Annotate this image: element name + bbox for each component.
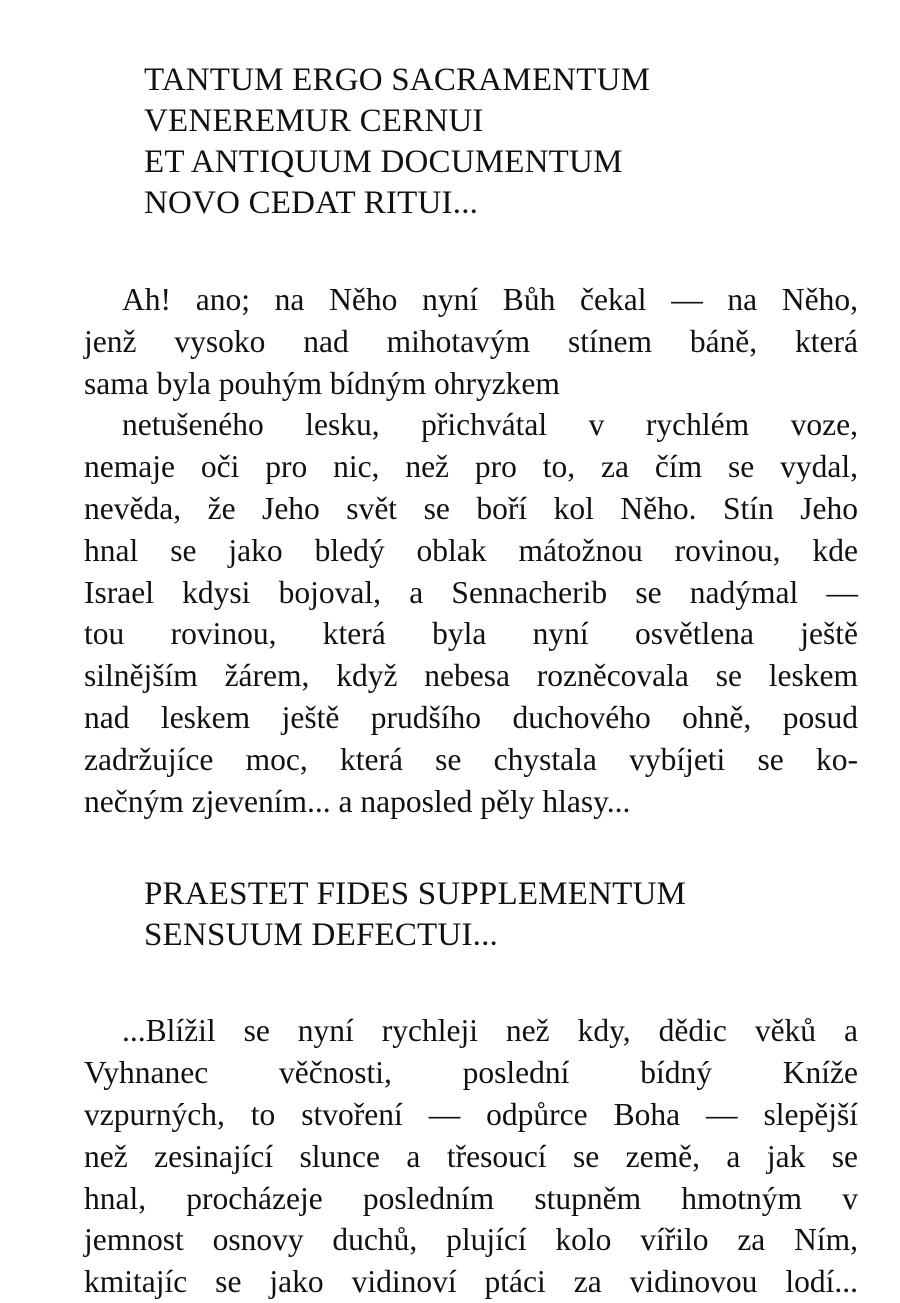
paragraph-line: Vyhnanec věčnosti, poslední bídný Kníže [84,1055,858,1091]
verse-line: NOVO CEDAT RITUI... [144,185,479,221]
paragraph-line: jemnost osnovy duchů, plující kolo vířilo za Ním, [84,1222,858,1258]
paragraph-line: nad leskem ještě prudšího duchového ohně, posud [84,699,858,735]
paragraph-line: ...Blížil se nyní rychleji než kdy, dědic věků a [122,1013,858,1049]
paragraph-line: sama byla pouhým bídným ohryzkem [84,365,560,401]
paragraph-line: netušeného lesku, přichvátal v rychlém voze, [122,407,858,443]
paragraph-line: nečným zjevením... a naposled pěly hlasy... [84,783,631,819]
paragraph-line: hnal, procházeje posledním stupněm hmotným v [84,1180,858,1216]
page-text [46,60,858,1303]
paragraph-line: zadržujíce moc, která se chystala vybíjeti se ko- [84,741,858,777]
verse-line: VENEREMUR CERNUI [144,103,484,139]
paragraph-line: nemaje oči pro nic, než pro to, za čím se vydal, [84,449,858,485]
paragraph-2 [46,404,858,822]
latin-verse-1 [144,60,858,224]
paragraph-line: Israel kdysi bojoval, a Sennacherib se nadýmal — [84,574,858,610]
verse-line: TANTUM ERGO SACRAMENTUM [144,62,651,98]
latin-verse-2 [144,874,858,956]
paragraph-line: silnějším žárem, když nebesa rozněcovala se leskem [84,658,858,694]
verse-line: ET ANTIQUUM DOCUMENTUM [144,144,623,180]
paragraph-line: než zesinající slunce a třesoucí se země, a jak se [84,1138,858,1174]
paragraph-line: hnal se jako bledý oblak mátožnou rovinou, kde [84,532,858,568]
paragraph-line: tou rovinou, která byla nyní osvětlena ještě [84,616,858,652]
paragraph-1 [46,279,858,404]
paragraph-line: Ah! ano; na Něho nyní Bůh čekal — na Něho, [122,282,858,317]
paragraph-line: nevěda, že Jeho svět se boří kol Něho. Stín Jeho [84,490,858,526]
verse-line: PRAESTET FIDES SUPPLEMENTUM [144,876,687,913]
paragraph-3 [46,1010,858,1303]
verse-line: SENSUUM DEFECTUI... [144,917,498,954]
paragraph-line: kmitajíc se jako vidinoví ptáci za vidinovou lodí... [84,1264,858,1300]
paragraph-line: vzpurných, to stvoření — odpůrce Boha — slepější [84,1096,858,1132]
paragraph-line: jenž vysoko nad mihotavým stínem báně, která [84,323,858,359]
